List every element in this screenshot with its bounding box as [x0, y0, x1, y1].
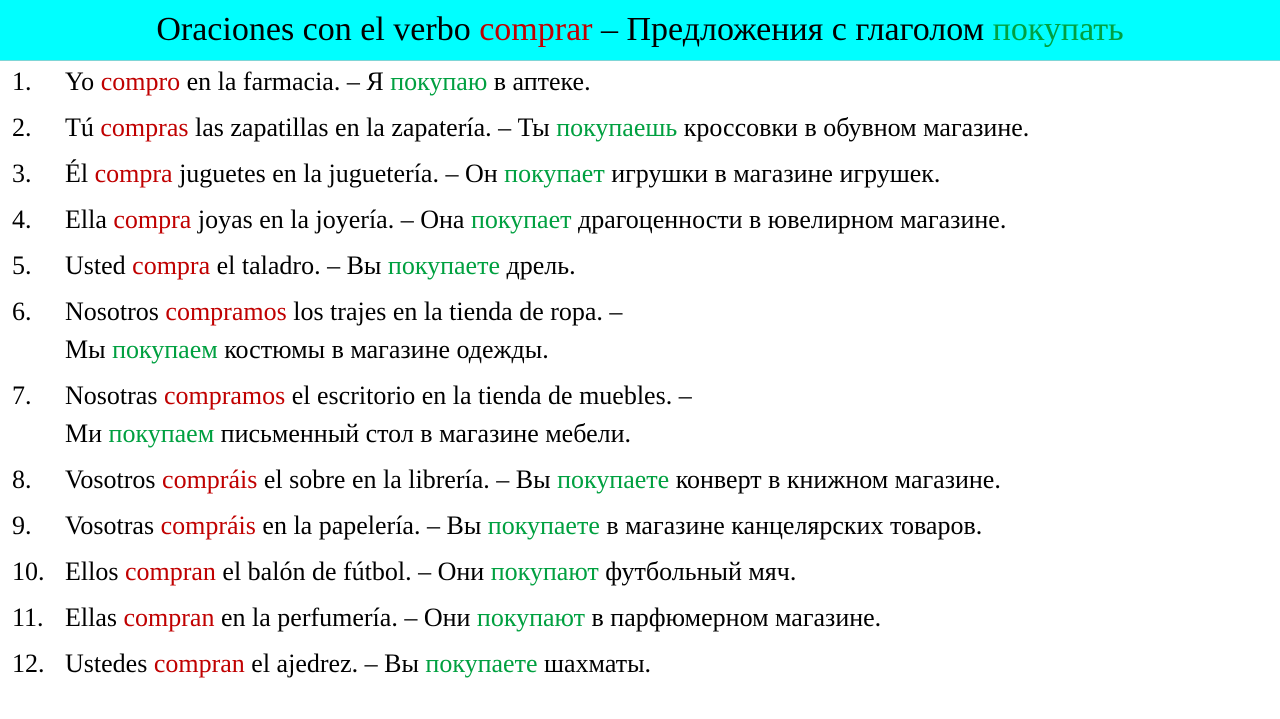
- spanish-verb: compra: [132, 251, 211, 280]
- sentence-text: конверт в книжном магазине.: [669, 465, 1001, 494]
- spanish-verb: compran: [153, 649, 245, 678]
- russian-verb: покупаешь: [556, 113, 678, 142]
- sentence-text: Vosotras: [65, 511, 161, 540]
- page-title: [0, 0, 1280, 61]
- sentence-text: драгоценности в ювелирном магазине.: [571, 205, 1007, 234]
- sentence-text: Nosotros: [65, 297, 166, 326]
- sentence-text: Ella: [65, 205, 114, 234]
- sentence-text: письменный стол в магазине мебели.: [214, 419, 632, 448]
- sentence-item: [0, 599, 1280, 637]
- sentence-item: [0, 645, 1280, 683]
- sentence-item: [0, 109, 1280, 147]
- sentence-line: [65, 155, 1280, 193]
- sentence-text: joyas en la joyería. – Она: [191, 205, 471, 234]
- title-russian-verb: покупать: [992, 11, 1124, 48]
- sentence-text: Ми: [65, 419, 109, 448]
- sentence-text: en la papelería. – Вы: [255, 511, 488, 540]
- sentence-text: las zapatillas en la zapatería. – Ты: [188, 113, 557, 142]
- russian-verb: покупает: [504, 159, 605, 188]
- sentence-text: костюмы в магазине одежды.: [217, 335, 549, 364]
- sentence-number: 5.: [12, 251, 32, 280]
- sentence-line: [65, 415, 1280, 453]
- title-separator-text: – Предложения с глаголом: [592, 11, 993, 48]
- spanish-verb: compro: [100, 67, 181, 96]
- sentence-text: juguetes en la juguetería. – Он: [172, 159, 505, 188]
- sentence-item: [0, 507, 1280, 545]
- sentence-text: Ellas: [65, 603, 124, 632]
- sentence-line: [65, 63, 1280, 101]
- sentence-line: [65, 377, 1280, 415]
- sentence-line: [65, 109, 1280, 147]
- sentence-item: [0, 247, 1280, 285]
- sentence-text: Tú: [65, 113, 101, 142]
- sentence-line: [65, 331, 1280, 369]
- sentence-text: в магазине канцелярских товаров.: [599, 511, 983, 540]
- sentence-text: Yo: [65, 67, 101, 96]
- spanish-verb: compráis: [162, 465, 258, 494]
- sentence-item: [0, 553, 1280, 591]
- sentence-number: 1.: [12, 67, 32, 96]
- sentence-text: Él: [65, 159, 95, 188]
- sentence-text: кроссовки в обувном магазине.: [677, 113, 1030, 142]
- sentence-number: 4.: [12, 205, 32, 234]
- sentence-text: el ajedrez. – Вы: [244, 649, 426, 678]
- sentence-item: [0, 63, 1280, 101]
- title-spanish-verb: comprar: [479, 11, 593, 48]
- sentence-line: [65, 553, 1280, 591]
- sentence-number: 12.: [12, 649, 45, 678]
- sentence-item: [0, 293, 1280, 369]
- sentence-number: 3.: [12, 159, 32, 188]
- spanish-verb: compran: [123, 603, 215, 632]
- sentence-text: в аптеке.: [487, 67, 591, 96]
- sentence-text: el balón de fútbol. – Они: [215, 557, 491, 586]
- sentence-text: Nosotras: [65, 381, 164, 410]
- sentence-list: [0, 63, 1280, 691]
- sentence-number: 6.: [12, 297, 32, 326]
- sentence-text: Usted: [65, 251, 133, 280]
- sentence-text: los trajes en la tienda de ropa. –: [286, 297, 623, 326]
- russian-verb: покупаем: [112, 335, 218, 364]
- russian-verb: покупаете: [557, 465, 670, 494]
- sentence-number: 2.: [12, 113, 32, 142]
- sentence-text: el escritorio en la tienda de muebles. –: [285, 381, 692, 410]
- sentence-line: [65, 599, 1280, 637]
- spanish-verb: compran: [124, 557, 216, 586]
- sentence-item: [0, 377, 1280, 453]
- spanish-verb: compramos: [165, 297, 287, 326]
- sentence-line: [65, 645, 1280, 683]
- spanish-verb: compramos: [163, 381, 286, 410]
- sentence-text: в парфюмерном магазине.: [585, 603, 882, 632]
- sentence-number: 7.: [12, 381, 32, 410]
- russian-verb: покупаем: [108, 419, 215, 448]
- sentence-text: Мы: [65, 335, 113, 364]
- sentence-text: el taladro. – Вы: [210, 251, 388, 280]
- russian-verb: покупаете: [425, 649, 538, 678]
- spanish-verb: compra: [94, 159, 173, 188]
- sentence-text: игрушки в магазине игрушек.: [604, 159, 941, 188]
- sentence-text: шахматы.: [537, 649, 652, 678]
- sentence-number: 8.: [12, 465, 32, 494]
- sentence-item: [0, 461, 1280, 499]
- sentence-number: 9.: [12, 511, 32, 540]
- sentence-text: el sobre en la librería. – Вы: [257, 465, 558, 494]
- sentence-item: [0, 201, 1280, 239]
- sentence-item: [0, 155, 1280, 193]
- sentence-text: футбольный мяч.: [598, 557, 797, 586]
- sentence-number: 11.: [12, 603, 44, 632]
- sentence-text: дрель.: [499, 251, 576, 280]
- russian-verb: покупаете: [387, 251, 500, 280]
- spanish-verb: compráis: [160, 511, 256, 540]
- sentence-text: en la farmacia. – Я: [180, 67, 391, 96]
- sentence-line: [65, 461, 1280, 499]
- sentence-text: en la perfumería. – Они: [214, 603, 477, 632]
- sentence-line: [65, 293, 1280, 331]
- title-text: Oraciones con el verbo: [156, 11, 480, 48]
- sentence-text: Vosotros: [65, 465, 163, 494]
- russian-verb: покупает: [470, 205, 572, 234]
- russian-verb: покупаете: [487, 511, 600, 540]
- sentence-number: 10.: [12, 557, 45, 586]
- russian-verb: покупают: [490, 557, 599, 586]
- sentence-line: [65, 201, 1280, 239]
- russian-verb: покупаю: [390, 67, 488, 96]
- russian-verb: покупают: [476, 603, 585, 632]
- spanish-verb: compra: [113, 205, 192, 234]
- sentence-text: Ustedes: [65, 649, 154, 678]
- sentence-line: [65, 507, 1280, 545]
- sentence-text: Ellos: [65, 557, 125, 586]
- spanish-verb: compras: [100, 113, 189, 142]
- sentence-line: [65, 247, 1280, 285]
